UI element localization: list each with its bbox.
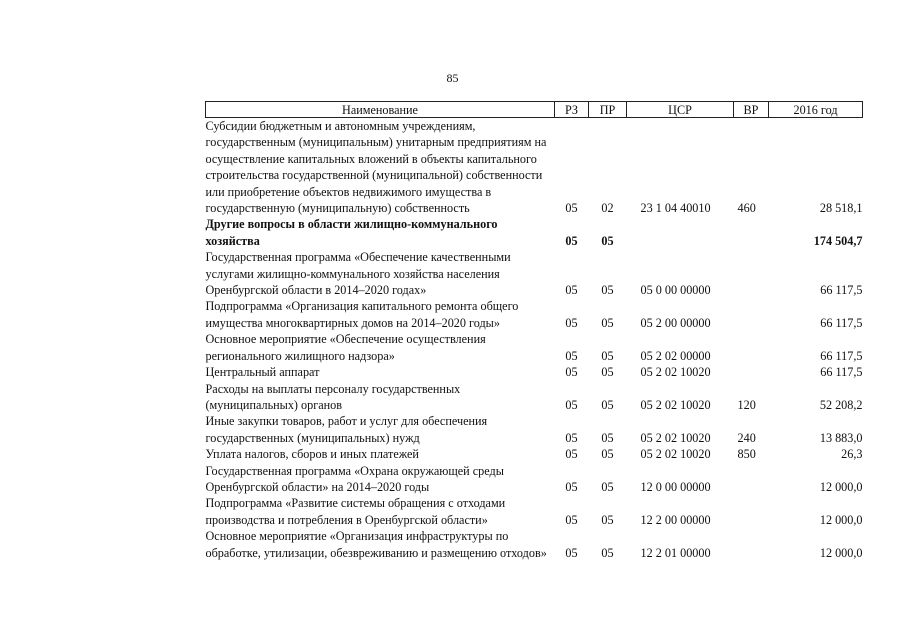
header-name: Наименование <box>206 102 555 118</box>
cell-vr <box>734 216 769 249</box>
header-pr: ПР <box>589 102 627 118</box>
cell-name: Государственная программа «Охрана окружающей среды Оренбургской области» на 2014–2020 годы <box>205 463 504 494</box>
cell-rz: 05 <box>565 348 578 363</box>
page-number: 85 <box>446 71 459 85</box>
cell-vr <box>734 331 769 364</box>
cell-sum: 66 117,5 <box>820 315 863 330</box>
cell-name: Расходы на выплаты персоналу государственных (муниципальных) органов <box>205 381 461 412</box>
cell-sum: 28 518,1 <box>819 201 863 216</box>
cell-pr: 05 <box>601 233 614 248</box>
cell-sum: 52 208,2 <box>819 397 863 412</box>
cell-name: Иные закупки товаров, работ и услуг для обеспечения государственных (муниципальных) нужд <box>205 414 488 445</box>
cell-vr <box>734 249 769 298</box>
cell-vr <box>734 364 769 380</box>
cell-sum: 66 117,5 <box>820 283 863 298</box>
cell-csr: 05 2 02 10020 <box>640 430 711 445</box>
table-row <box>206 364 863 380</box>
cell-sum: 13 883,0 <box>819 430 863 445</box>
table-row <box>206 381 863 414</box>
cell-vr: 460 <box>737 201 756 216</box>
header-sum: 2016 год <box>769 102 863 118</box>
cell-sum: 12 000,0 <box>819 545 863 560</box>
table-row <box>206 413 863 446</box>
table-row <box>206 463 863 496</box>
cell-name: Подпрограмма «Развитие системы обращения с отходами производства и потребления в Оренбургской области» <box>205 496 506 527</box>
table-row <box>206 446 863 462</box>
cell-rz: 05 <box>565 283 578 298</box>
cell-csr: 05 2 02 10020 <box>640 397 711 412</box>
cell-rz: 05 <box>565 397 578 412</box>
table-row <box>206 249 863 298</box>
cell-name: Уплата налогов, сборов и иных платежей <box>205 447 419 462</box>
cell-csr: 05 2 02 10020 <box>640 447 711 462</box>
cell-name: Основное мероприятие «Организация инфраструктуры по обработке, утилизации, обезвреживанию и размещению отходов» <box>205 529 547 560</box>
table-row <box>206 495 863 528</box>
cell-csr: 05 2 02 00000 <box>640 348 711 363</box>
cell-name: Центральный аппарат <box>205 365 320 380</box>
cell-sum: 12 000,0 <box>819 512 863 527</box>
table-row <box>206 331 863 364</box>
budget-table <box>205 101 863 561</box>
cell-pr: 05 <box>601 512 614 527</box>
cell-vr <box>734 495 769 528</box>
table-row <box>206 118 863 217</box>
cell-vr: 240 <box>737 430 756 445</box>
table-body <box>206 118 863 561</box>
table-row <box>206 528 863 561</box>
cell-pr: 05 <box>601 315 614 330</box>
cell-rz: 05 <box>565 479 578 494</box>
cell-csr: 12 2 00 00000 <box>640 512 711 527</box>
cell-vr <box>734 298 769 331</box>
cell-csr <box>627 216 734 249</box>
table-row <box>206 216 863 249</box>
cell-rz: 05 <box>565 430 578 445</box>
cell-name: Подпрограмма «Организация капитального ремонта общего имущества многоквартирных домов на 2014–2020 годы» <box>205 299 519 330</box>
cell-sum: 66 117,5 <box>820 365 863 380</box>
cell-rz: 05 <box>565 315 578 330</box>
cell-pr: 05 <box>601 447 614 462</box>
cell-sum: 26,3 <box>841 447 863 462</box>
cell-pr: 05 <box>601 397 614 412</box>
cell-pr: 02 <box>601 201 614 216</box>
cell-pr: 05 <box>601 545 614 560</box>
cell-rz: 05 <box>565 201 578 216</box>
cell-pr: 05 <box>601 283 614 298</box>
cell-rz: 05 <box>565 545 578 560</box>
cell-sum: 174 504,7 <box>813 233 863 248</box>
cell-rz: 05 <box>565 512 578 527</box>
cell-rz: 05 <box>565 233 578 248</box>
cell-vr <box>734 528 769 561</box>
cell-rz: 05 <box>565 447 578 462</box>
cell-name: Государственная программа «Обеспечение качественными услугами жилищно-коммунального хозяйства населения Оренбургской области в 2014–2020 годах» <box>205 250 511 298</box>
cell-vr: 120 <box>737 397 756 412</box>
cell-csr: 12 2 01 00000 <box>640 545 711 560</box>
cell-pr: 05 <box>601 365 614 380</box>
cell-pr: 05 <box>601 479 614 494</box>
table-header <box>206 102 863 118</box>
cell-name: Субсидии бюджетным и автономным учреждениям, государственным (муниципальным) унитарным предприятиям на осуществление капитальных вложений в объекты капитального строительства государственной (муниципальной) собственности или приобретение объектов недвижимого имущества в государственную (муниципальную) собственность <box>205 119 547 216</box>
cell-vr <box>734 463 769 496</box>
cell-csr: 05 2 00 00000 <box>640 315 711 330</box>
table-header-row <box>206 102 863 118</box>
cell-csr: 05 2 02 10020 <box>640 365 711 380</box>
cell-name: Основное мероприятие «Обеспечение осуществления регионального жилищного надзора» <box>205 332 486 363</box>
cell-pr: 05 <box>601 348 614 363</box>
header-csr: ЦСР <box>627 102 734 118</box>
cell-csr: 12 0 00 00000 <box>640 479 711 494</box>
cell-pr: 05 <box>601 430 614 445</box>
cell-csr: 05 0 00 00000 <box>640 283 711 298</box>
cell-name: Другие вопросы в области жилищно-коммунального хозяйства <box>205 217 498 248</box>
cell-rz: 05 <box>565 365 578 380</box>
cell-sum: 12 000,0 <box>819 479 863 494</box>
table-row <box>206 298 863 331</box>
header-vr: ВР <box>734 102 769 118</box>
cell-vr: 850 <box>737 447 756 462</box>
header-rz: РЗ <box>555 102 589 118</box>
cell-csr: 23 1 04 40010 <box>640 201 711 216</box>
cell-sum: 66 117,5 <box>820 348 863 363</box>
